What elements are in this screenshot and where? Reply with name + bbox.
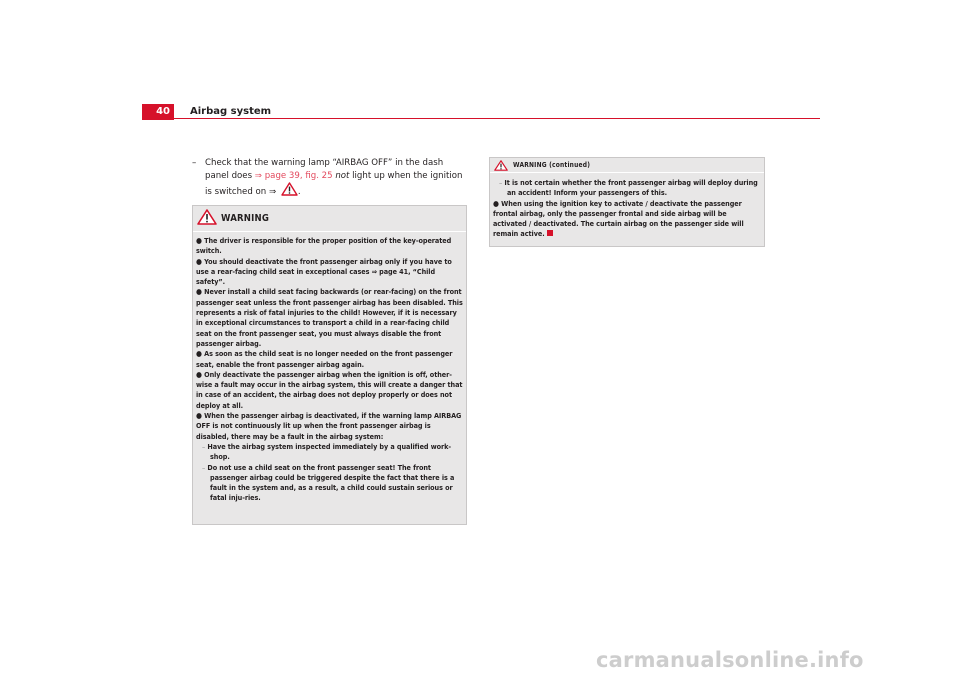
instruction-step	[192, 157, 466, 201]
list-item: ● Never install a child seat facing backwards (or rear-facing) on the front passenger seat unless the front passenger airbag has been disabled. This represents a risk of fatal injuries to the child! However, if it is necessary in exceptional circumstances to transport a child in a rear-facing child seat on the front passenger seat, you must always disable the front passenger airbag.	[196, 287, 463, 348]
warning-box	[192, 205, 467, 525]
sub-item: – Have the airbag system inspected immediately by a qualified work-shop.	[202, 441, 452, 462]
warning-body	[490, 173, 764, 240]
list-item-text: Never install a child seat facing backwards (or rear-facing) on the front passenger seat unless the front passenger airbag has been disabled. This represents a risk of fatal injuries to the child! However, if it is necessary in exceptional circumstances to transport a child in a rear-facing child seat on the front passenger seat, you must always disable the front passenger airbag.	[196, 287, 463, 348]
warning-title: WARNING	[221, 213, 270, 224]
sub-item-text: Do not use a child seat on the front passenger seat! The front passenger airbag could be triggered despite the fact that there is a fault in the system and, as a result, a child could sustain serious or fatal inju-ries.	[207, 462, 455, 503]
sub-item-text: It is not certain whether the front passenger airbag will deploy during an accident! Inform your passengers of this.	[504, 178, 758, 198]
header-title: Airbag system	[190, 106, 272, 117]
link-arrow: ⇒	[254, 170, 262, 181]
page-number: 40	[142, 104, 174, 120]
list-item-text: Only deactivate the passenger airbag when the ignition is off, other-wise a fault may occur in the airbag system, this will create a danger that in case of an accident, the airbag does not deploy properly or does not deploy at all.	[196, 369, 463, 410]
list-item-text: When using the ignition key to activate / deactivate the passenger frontal airbag, only the passenger frontal and side airbag will be activated / deactivated. The curtain airbag on the passenger side will remain active.	[493, 198, 744, 239]
watermark: carmanualsonline.info	[596, 648, 864, 672]
step-dash: –	[192, 158, 197, 168]
instruction-text-before: Check that the warning lamp “AIRBAG OFF” in the dash panel does	[205, 158, 444, 181]
end-of-section-icon	[547, 230, 553, 236]
warning-body	[193, 232, 466, 504]
sub-item: – Do not use a child seat on the front passenger seat! The front passenger airbag could be triggered despite the fact that there is a fault in the system and, as a result, a child could sustain serious or fatal inju-ries.	[202, 462, 455, 503]
list-item: ● As soon as the child seat is no longer needed on the front passenger seat, enable the front passenger airbag again.	[196, 349, 453, 369]
list-item-text: As soon as the child seat is no longer needed on the front passenger seat, enable the front passenger airbag again.	[196, 349, 453, 369]
list-item-text: When the passenger airbag is deactivated, if the warning lamp AIRBAG OFF is not continuously lit up when the front passenger airbag is disabled, there may be a fault in the airbag system:	[196, 411, 462, 441]
list-item: ● Only deactivate the passenger airbag when the ignition is off, other-wise a fault may occur in the airbag system, this will create a danger that in case of an accident, the airbag does not deploy properly or does not deploy at all.	[196, 369, 463, 410]
list-item: ● When the passenger airbag is deactivated, if the warning lamp AIRBAG OFF is not continuously lit up when the front passenger airbag is disabled, there may be a fault in the airbag system:	[196, 411, 462, 441]
list-item: ● The driver is responsible for the proper position of the key-operated switch.	[196, 236, 452, 256]
emphasis-not: not	[335, 170, 350, 181]
page-link[interactable]	[255, 171, 333, 181]
list-item: ● You should deactivate the front passenger airbag only if you have to use a rear-facing child seat in exceptional cases ⇒ page 41, “Child safety”.	[196, 256, 452, 287]
warning-triangle-icon	[197, 209, 217, 229]
warning-triangle-icon	[281, 182, 298, 201]
instruction-text	[192, 157, 466, 201]
header-rule	[174, 118, 820, 119]
warning-triangle-icon	[494, 156, 508, 175]
instruction-text-end: .	[297, 187, 301, 198]
warning-box-continued	[489, 157, 765, 247]
list-item-text: You should deactivate the front passenger airbag only if you have to use a rear-facing child seat in exceptional cases ⇒ page 41, “Child safety”.	[196, 256, 452, 287]
sub-item: – It is not certain whether the front passenger airbag will deploy during an accident! Inform your passengers of this.	[499, 178, 758, 198]
sub-item-text: Have the airbag system inspected immediately by a qualified work-shop.	[207, 441, 452, 462]
link-text: page 39, fig. 25	[262, 170, 333, 181]
list-item-text: The driver is responsible for the proper position of the key-operated switch.	[196, 236, 452, 256]
warning-header	[490, 158, 764, 173]
list-item: ● When using the ignition key to activate / deactivate the passenger frontal airbag, only the passenger frontal and side airbag will be activated / deactivated. The curtain airbag on the passenger side will remain active.	[493, 198, 744, 239]
instruction-text-after: light up when the ignition is switched on ⇒	[205, 170, 463, 198]
warning-header	[193, 206, 466, 232]
warning-title: WARNING (continued)	[513, 161, 591, 169]
